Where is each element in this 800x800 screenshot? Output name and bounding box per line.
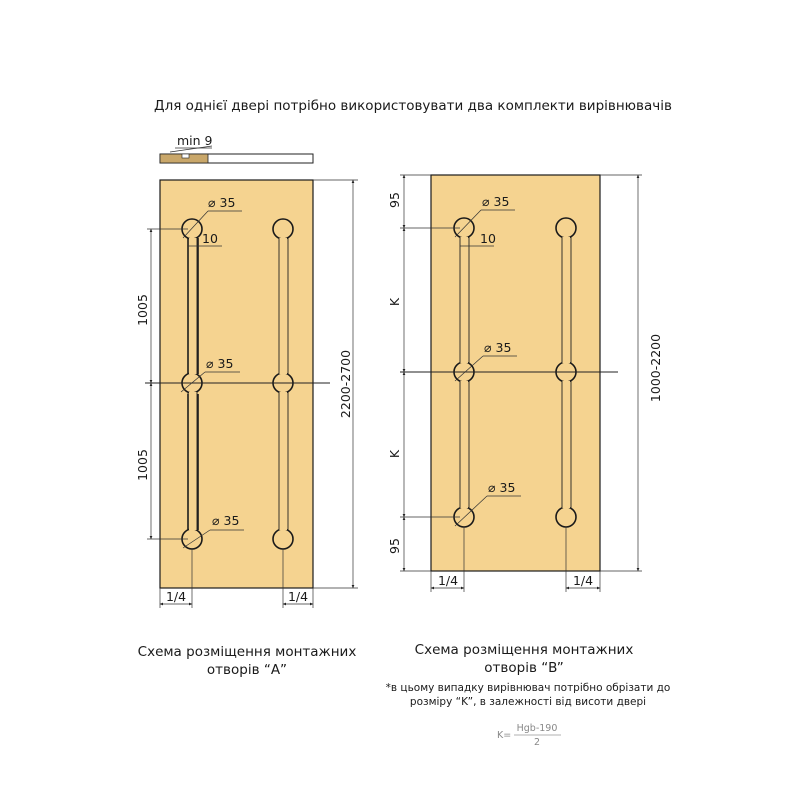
- k-top-label: K: [387, 297, 402, 307]
- k-formula: [497, 723, 561, 748]
- quarter-right-label-a: 1/4: [287, 589, 309, 604]
- note-line1: *в цьому випадку вирівнювач потрібно обрізати до: [385, 682, 671, 694]
- height-label-b: 1000-2200: [648, 333, 663, 403]
- caption-b-line2: отворів “B”: [484, 660, 564, 676]
- formula-denominator: 2: [533, 737, 541, 748]
- quarter-left-label-a: 1/4: [165, 589, 187, 604]
- scheme-a: [135, 133, 358, 678]
- min-thickness-label: min 9: [177, 133, 213, 148]
- header-text: Для однієї двері потрібно використовувати два комплекти вирівнювачів: [154, 98, 672, 114]
- formula-lhs: K=: [497, 730, 512, 741]
- edge-top-label: 95: [387, 192, 402, 208]
- quarter-right-label-b: 1/4: [572, 573, 594, 588]
- diameter-top-label-b: ⌀ 35: [482, 194, 510, 209]
- caption-a-line1: Схема розміщення монтажних: [137, 644, 357, 660]
- scheme-b: [386, 175, 671, 748]
- formula-numerator: Hgb-190: [516, 723, 558, 734]
- height-label-a: 2200-2700: [338, 349, 353, 419]
- diameter-mid-label: ⌀ 35: [206, 356, 234, 371]
- offset-label: 10: [202, 231, 218, 246]
- edge-bottom-label: 95: [387, 538, 402, 554]
- quarter-left-label-b: 1/4: [437, 573, 459, 588]
- caption-b-line1: Схема розміщення монтажних: [414, 642, 634, 658]
- offset-label-b: 10: [480, 231, 496, 246]
- profile-section: [160, 133, 313, 163]
- note-line2: розміру “K”, в залежності від висоти двері: [409, 696, 647, 708]
- spacing-bottom-label: 1005: [135, 449, 150, 481]
- diameter-bot-label: ⌀ 35: [212, 513, 240, 528]
- spacing-top-label: 1005: [135, 294, 150, 326]
- caption-a-line2: отворів “А”: [206, 662, 288, 678]
- diameter-mid-label-b: ⌀ 35: [484, 340, 512, 355]
- diameter-top-label: ⌀ 35: [208, 195, 236, 210]
- k-bottom-label: K: [387, 449, 402, 459]
- diameter-bot-label-b: ⌀ 35: [488, 480, 516, 495]
